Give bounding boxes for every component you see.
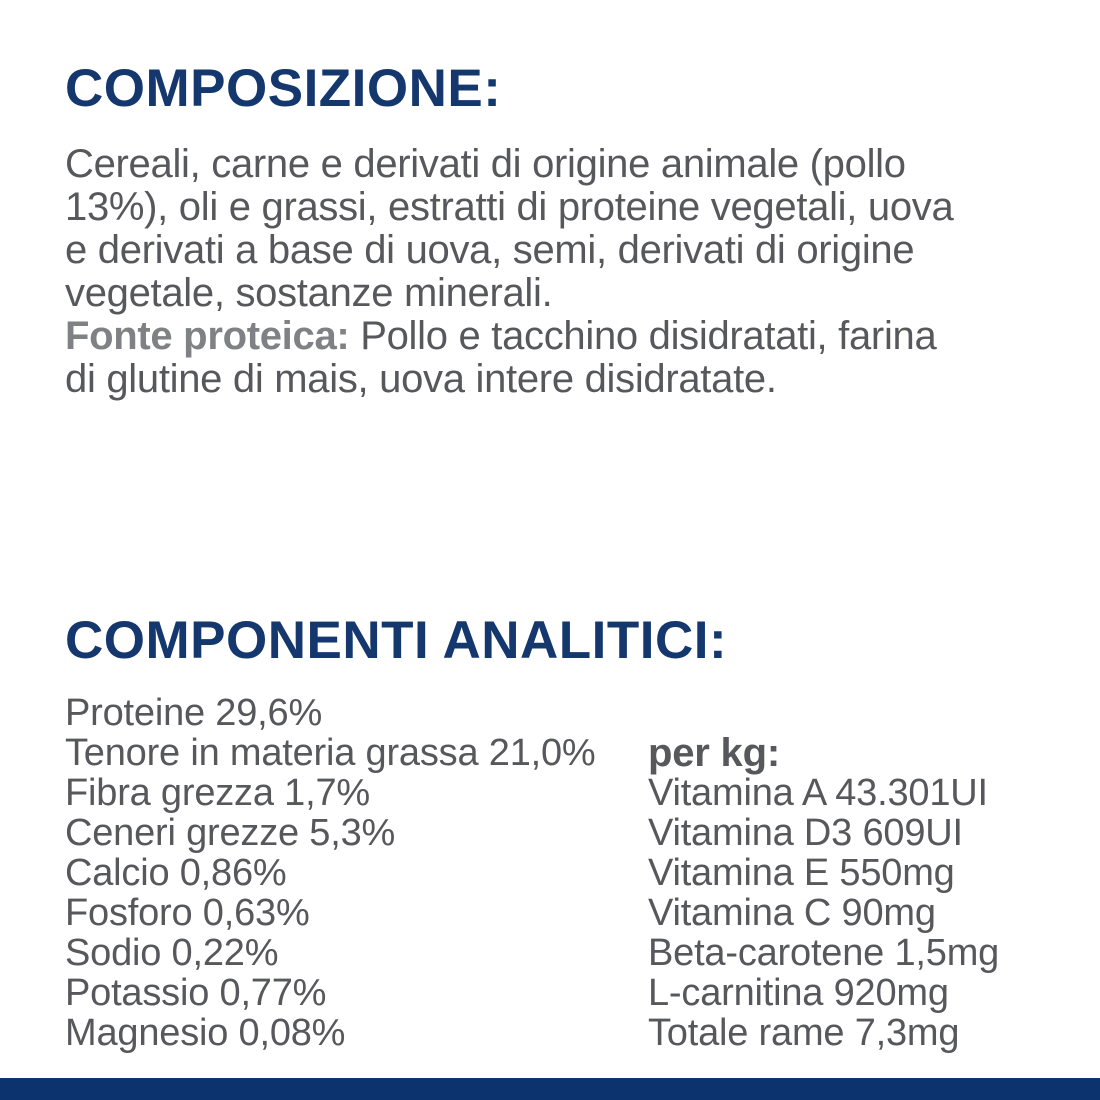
vitamin-item: Vitamina C 90mg bbox=[648, 892, 936, 934]
analytical-item: Sodio 0,22% bbox=[65, 932, 279, 974]
analytical-item: Magnesio 0,08% bbox=[65, 1012, 346, 1054]
analytical-right-column bbox=[648, 733, 999, 1053]
vitamin-item: Vitamina E 550mg bbox=[648, 852, 955, 894]
composition-line: 13%), oli e grassi, estratti di proteine vegetali, uova bbox=[65, 185, 954, 229]
vitamin-item: Beta-carotene 1,5mg bbox=[648, 932, 1000, 974]
bottom-brand-bar bbox=[0, 1078, 1100, 1100]
analytical-title: COMPONENTI ANALITICI: bbox=[65, 611, 728, 670]
analytical-item: Ceneri grezze 5,3% bbox=[65, 812, 396, 854]
vitamin-item: Vitamina D3 609UI bbox=[648, 812, 963, 854]
analytical-left-column bbox=[65, 693, 648, 1053]
analytical-columns bbox=[65, 693, 1060, 1053]
composition-paragraph bbox=[65, 143, 1060, 401]
protein-source-line-2: di glutine di mais, uova intere disidratate. bbox=[65, 357, 777, 401]
protein-source-label: Fonte proteica: bbox=[65, 314, 350, 358]
protein-source-line bbox=[65, 315, 1060, 358]
composition-line: Cereali, carne e derivati di origine animale (pollo bbox=[65, 142, 906, 186]
vitamin-item: Vitamina A 43.301UI bbox=[648, 772, 988, 814]
analytical-item: Fosforo 0,63% bbox=[65, 892, 310, 934]
analytical-item: Calcio 0,86% bbox=[65, 852, 287, 894]
composition-line: e derivati a base di uova, semi, derivati di origine bbox=[65, 228, 915, 272]
analytical-item: Fibra grezza 1,7% bbox=[65, 772, 370, 814]
vitamin-item: Totale rame 7,3mg bbox=[648, 1012, 960, 1054]
analytical-item: Proteine 29,6% bbox=[65, 692, 323, 734]
per-kg-label: per kg: bbox=[648, 731, 780, 775]
vitamin-item: L-carnitina 920mg bbox=[648, 972, 949, 1014]
composition-line: vegetale, sostanze minerali. bbox=[65, 271, 553, 315]
composition-title: COMPOSIZIONE: bbox=[65, 59, 502, 118]
analytical-item: Tenore in materia grassa 21,0% bbox=[65, 732, 596, 774]
analytical-item: Potassio 0,77% bbox=[65, 972, 327, 1014]
protein-source-text: Pollo e tacchino disidratati, farina bbox=[349, 314, 937, 358]
